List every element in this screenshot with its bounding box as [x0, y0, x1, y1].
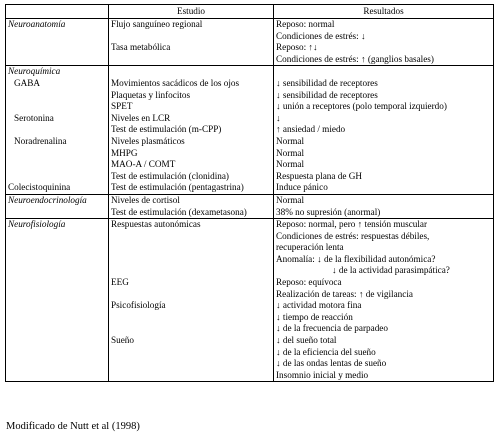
result-line: Anomalía: ↓ de la flexibilidad autonómica?: [276, 253, 436, 264]
result-line: Normal: [276, 135, 305, 146]
result-line: ↓ de la actividad parasimpática?: [332, 265, 450, 276]
estudio-cell: [109, 19, 274, 66]
resultados-cell: [274, 66, 494, 195]
resultados-cell: [274, 219, 494, 382]
result-line: Induce pánico: [276, 182, 328, 193]
result-line: ↓ actividad motora fina: [276, 300, 362, 311]
result-line: ↓ sensibilidad de receptores: [276, 77, 378, 88]
subcategory-colecistoquinina: Colecistoquinina: [8, 182, 71, 193]
estudio-line: Test de estimulación (dexametasona): [111, 206, 247, 217]
estudio-line: MAO-A / COMT: [111, 159, 176, 170]
category-cell: [6, 219, 109, 382]
result-line: ↓ unión a receptores (polo temporal izquierdo): [276, 101, 447, 112]
result-line: ↑ ansiedad / miedo: [276, 124, 346, 135]
result-line: Respuesta plana de GH: [276, 170, 362, 181]
table-container: [5, 4, 493, 382]
resultados-cell: [274, 194, 494, 218]
estudio-line: Respuestas autonómicas: [111, 219, 201, 230]
section-neurofisiologia: [6, 219, 494, 382]
result-line: ↓ de la frecuencia de parpadeo: [276, 323, 388, 334]
estudio-line: Tasa metabólica: [111, 42, 171, 53]
result-line: Reposo: equívoca: [276, 277, 342, 288]
estudio-line: Flujo sanguíneo regional: [111, 19, 203, 29]
resultados-cell: [274, 19, 494, 66]
estudio-cell: [109, 219, 274, 382]
estudio-line: Test de estimulación (m-CPP): [111, 124, 222, 135]
estudio-line: [111, 31, 271, 43]
estudio-line: Niveles plasmáticos: [111, 135, 185, 146]
header-estudio: Estudio: [109, 5, 274, 19]
section-neuroanatomia: [6, 19, 494, 66]
result-line: ↓ tiempo de reacción: [276, 311, 353, 322]
result-line: Normal: [276, 159, 305, 170]
result-line: Normal: [276, 147, 305, 158]
result-line: ↓ sensibilidad de receptores: [276, 89, 378, 100]
estudio-line: Sueño: [111, 335, 134, 346]
header-resultados: Resultados: [274, 5, 494, 19]
result-line: Condiciones de estrés: respuestas débiles,: [276, 230, 430, 241]
estudio-line: Psicofisiología: [111, 300, 166, 311]
source-caption: Modificado de Nutt et al (1998): [6, 421, 140, 432]
estudio-line: SPET: [111, 101, 133, 112]
estudio-line: EEG: [111, 277, 129, 288]
result-line: Insomnio inicial y medio: [276, 369, 369, 380]
result-line: Reposo: normal, pero ↑ tensión muscular: [276, 219, 428, 230]
category-cell: [6, 66, 109, 195]
category-label: Neuroquímica: [8, 66, 61, 77]
estudio-cell: [109, 194, 274, 218]
category-label: Neurofisiología: [8, 219, 66, 230]
result-line: Condiciones de estrés: ↓: [276, 30, 366, 41]
category-cell: [6, 19, 109, 66]
result-line: recuperación lenta: [276, 242, 344, 253]
result-line: ↓ del sueño total: [276, 335, 337, 346]
result-line: ↓ de las ondas lentas de sueño: [276, 358, 387, 369]
header-empty: [6, 5, 109, 19]
result-line: Normal: [276, 194, 305, 205]
header-row: [6, 5, 494, 19]
category-label: Neuroanatomía: [8, 19, 66, 29]
result-line: 38% no supresión (anormal): [276, 206, 381, 217]
subcategory-gaba: GABA: [14, 77, 41, 88]
result-line: Reposo: normal: [276, 19, 335, 29]
subcategory-serotonina: Serotonina: [14, 112, 54, 123]
results-table: [5, 4, 494, 382]
section-neuroendocrinologia: [6, 194, 494, 218]
estudio-line: Test de estimulación (pentagastrina): [111, 182, 244, 193]
estudio-line: [111, 54, 271, 66]
estudio-line: MHPG: [111, 147, 138, 158]
estudio-line: Niveles de cortisol: [111, 194, 180, 205]
result-line: ↓ de la eficiencia del sueño: [276, 346, 376, 357]
estudio-line: Niveles en LCR: [111, 112, 171, 123]
category-label: Neuroendocrinología: [8, 194, 87, 205]
estudio-cell: [109, 66, 274, 195]
estudio-line: Test de estimulación (clonidina): [111, 170, 229, 181]
estudio-line: Plaquetas y linfocitos: [111, 89, 191, 100]
category-cell: [6, 194, 109, 218]
section-neuroquimica: [6, 66, 494, 195]
result-line: Realización de tareas: ↑ de vigilancia: [276, 288, 413, 299]
result-line: Condiciones de estrés: ↑ (ganglios basales): [276, 53, 434, 64]
subcategory-noradrenalina: Noradrenalina: [14, 135, 67, 146]
result-line: ↓: [276, 112, 281, 123]
result-line: Reposo: ↑↓: [276, 42, 318, 53]
estudio-line: Movimientos sacádicos de los ojos: [111, 77, 240, 88]
